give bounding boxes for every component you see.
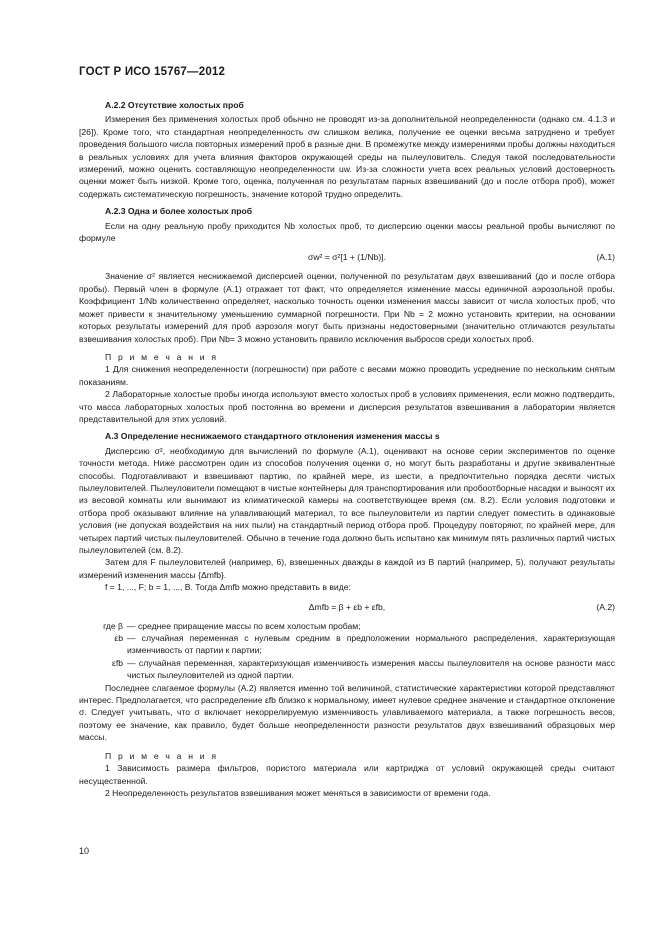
section-heading-a23: А.2.3 Одна и более холостых проб [105,206,253,217]
formula-number: (А.1) [596,252,615,263]
section-heading-a3: А.3 Определение неснижаемого стандартного отклонения изменения массы s [105,431,440,442]
paragraph: Измерения без применения холостых проб обычно не проводят из-за дополнительной неопределенности (однако см. 4.1.3 и [26]). Кроме того, что стандартная неопределенность σw слишком велика, получение ее оценки весьма затруднено и требует проведения большого числа повторных измерений проб в разные дни. В промежутке между измерениями пробы должны находиться в реальных условиях для учета влияния факторов окружающей среды на пылеуловитель. Следуя такой последовательности измерений, можно оценить составляющую неопределенности uw. Из-за сложности учета всех реальных условий достоверность оценки может быть низкой. Кроме того, оценка, полученная по результатам парных взвешиваний (до и после отбора проб), может содержать систематическую погрешность, значение которой трудно определить. [79,114,615,199]
page-number: 10 [79,846,90,856]
section-heading-a22: А.2.2 Отсутствие холостых проб [105,100,244,110]
formula-a1 [79,247,615,267]
paragraph: Дисперсию σ², необходимую для вычислений по формуле (А.1), оценивают на основе серии экспериментов по оценке точности метода. Ниже рассмотрен один из способов получения оценки σ, но могут быть разработаны и другие эквивалентные способы. Подготавливают и взвешивают партию, по крайней мере, из шести, а предпочтительно порядка десяти чистых пылеуловителей. Пылеуловители помещают в чистые контейнеры для транспортирования или пробоотборные насадки и выносят их из весовой комнаты или вынимают из климатической камеры на соответствующее время (см. 8.2). Если условия подготовки и отбора проб оказывают влияние на улавливающий материал, то все пылеуловители из партии следует поместить в одинаковые условия (не допуская воздействия на них пыли) на стандартный период отбора проб. Процедуру повторяют, по крайней мере, для четырех партий чистых пылеуловителей. Обычно в течение года должно быть испытано как минимум пять различных партий чистых пылеуловителей (см. 8.2). [79,445,615,555]
where-text: — случайная переменная с нулевым средним в предположении нормального распределения, характеризующая изменчивость от партии к партии; [127,633,615,656]
note-item: 1 Для снижения неопределенности (погрешности) при работе с весами можно проводить усреднение по нескольким снятым показаниям. [79,364,615,387]
formula-number: (А.2) [596,601,615,612]
formula-expression: σw² = σ²[1 + (1/Nb)]. [308,252,386,263]
where-symbol: где β [103,620,123,631]
paragraph: Затем для F пылеуловителей (например, 6), взвешенных дважды в каждой из B партий (например, 5), получают результаты измерений изменения массы {Δmfb}. [79,557,615,580]
document-header: ГОСТ Р ИСО 15767—2012 [79,66,226,78]
formula-expression: Δmfb = β + εb + εfb, [308,601,386,612]
paragraph: f = 1, ..., F; b = 1, ..., B. Тогда Δmfb можно представить в виде: [105,582,351,593]
paragraph: Значение σ² является неснижаемой дисперсией оценки, полученной по результатам двух взвешиваний (до и после отбора пробы). Первый член в формуле (А.1) отражает тот факт, что определяется изменение массы единичной аэрозольной пробы. Коэффициент 1/Nb количественно определяет, насколько точность оценки изменения массы зависит от числа холостых проб, что может привести к значительному уменьшению суммарной погрешности. При Nb = 2 можно установить критерии, на основании которых результаты измерений для проб аэрозоля могут быть признаны недостоверными (значительно отличаются результаты взвешивания холостых проб). При Nb= 3 можно установить правило исключения выбросов среди холостых проб. [79,271,615,344]
formula-a2 [79,597,615,617]
where-definition [79,632,615,657]
note-item: 1 Зависимость размера фильтров, пористого материала или картриджа от условий окружающей среды считают несущественной. [79,763,615,786]
where-text: — случайная переменная, характеризующая изменчивость измерения массы пылеуловителя на основе разности масс чистых пылеуловителей из одной партии. [127,657,615,681]
where-symbol: εfb [112,657,123,668]
note-item: 2 Неопределенность результатов взвешивания может меняться в зависимости от времени года. [105,787,491,798]
where-symbol: εb [114,633,123,644]
where-text: — среднее приращение массы по всем холостым пробам; [127,620,361,631]
paragraph: Последнее слагаемое формулы (А.2) является именно той величиной, статистические характеристики которой представляют интерес. Предполагается, что распределение εfb близко к нормальному, имеет нулевое среднее значение и стандартное отклонение σ. Следует учитывать, что σ включает некоррелируемую изменчивость улавливаемого материала, а также погрешность весов, поэтому ее значение, как правило, будет больше неопределенности разности результатов двух взвешиваний образцовых мер массы. [79,682,615,743]
notes-title: П р и м е ч а н и я [105,750,219,761]
document-body [79,94,615,799]
paragraph: Если на одну реальную пробу приходится Nb холостых проб, то дисперсию оценки массы реальной пробы вычисляют по формуле [79,220,615,244]
where-definition [79,657,615,682]
notes-title: П р и м е ч а н и я [105,351,219,362]
where-definition [79,620,615,632]
note-item: 2 Лабораторные холостые пробы иногда используют вместо холостых проб в условиях применения, если можно подтвердить, что масса лабораторных холостых проб постоянна во времени и дисперсия результатов взвешивания в лаборатории является представительной для этих условий. [79,389,615,424]
